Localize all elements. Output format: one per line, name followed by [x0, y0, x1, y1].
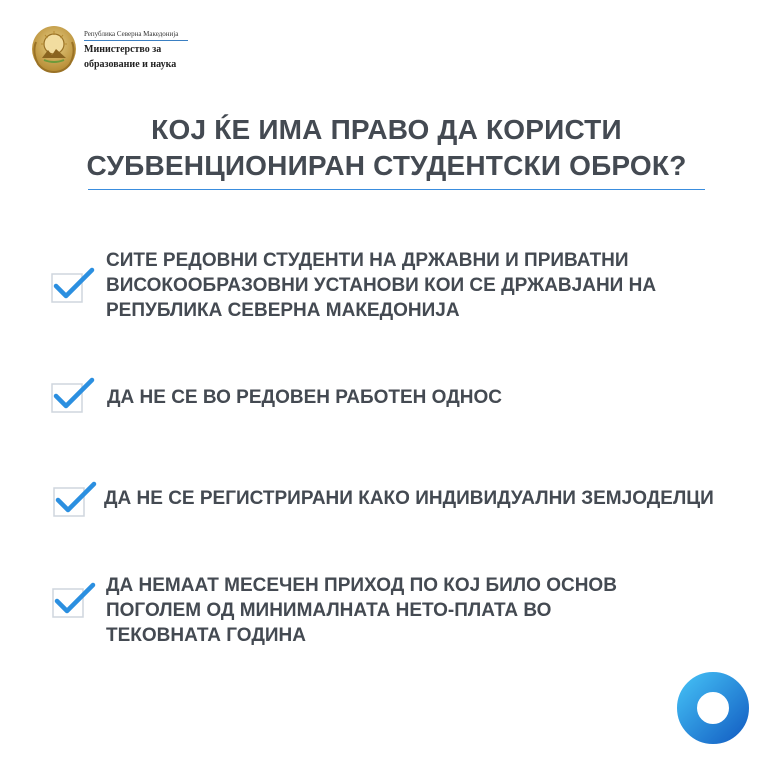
criterion-1-line-3: РЕПУБЛИКА СЕВЕРНА МАКЕДОНИЈА: [106, 300, 460, 321]
checkbox-checked-icon: [50, 376, 96, 416]
criterion-4-line-1: ДА НЕМААТ МЕСЕЧЕН ПРИХОД ПО КОЈ БИЛО ОСНОВ: [106, 575, 617, 596]
checkbox-checked-icon: [50, 266, 96, 306]
criterion-2-text: [107, 385, 502, 410]
checkbox-checked-icon: [52, 480, 98, 520]
criterion-1-text: [106, 248, 656, 323]
criterion-2-line-1: ДА НЕ СЕ ВО РЕДОВЕН РАБОТЕН ОДНОС: [107, 387, 502, 408]
criterion-3-line-1: ДА НЕ СЕ РЕГИСТРИРАНИ КАКО ИНДИВИДУАЛНИ ЗЕМЈОДЕЛЦИ: [104, 488, 714, 509]
brand-ring-logo: [676, 671, 750, 745]
criterion-4-line-2: ПОГОЛЕМ ОД МИНИМАЛНАТА НЕТО-ПЛАТА ВО: [106, 600, 552, 621]
coat-of-arms-icon: [30, 22, 78, 74]
title-line-1: КОЈ ЌЕ ИМА ПРАВО ДА КОРИСТИ: [151, 114, 622, 145]
ministry-header: [30, 22, 188, 74]
title-underline: [88, 189, 705, 190]
page-title: [0, 112, 773, 184]
criterion-4-line-3: ТЕКОВНАТА ГОДИНА: [106, 625, 306, 646]
criterion-1-line-2: ВИСОКООБРАЗОВНИ УСТАНОВИ КОИ СЕ ДРЖАВЈАНИ НА: [106, 275, 657, 296]
criterion-4-text: [106, 573, 617, 648]
checkbox-checked-icon: [51, 581, 97, 621]
ministry-label-line1: Министерство за: [84, 44, 162, 55]
criterion-3-text: [104, 486, 714, 511]
republic-label: Република Северна Македонија: [84, 30, 188, 41]
criterion-1-line-1: СИТЕ РЕДОВНИ СТУДЕНТИ НА ДРЖАВНИ И ПРИВАТНИ: [106, 250, 629, 271]
ministry-name: [84, 30, 188, 71]
ministry-label-line2: образование и наука: [84, 59, 177, 70]
title-line-2: СУБВЕНЦИОНИРАН СТУДЕНТСКИ ОБРОК?: [86, 150, 687, 181]
